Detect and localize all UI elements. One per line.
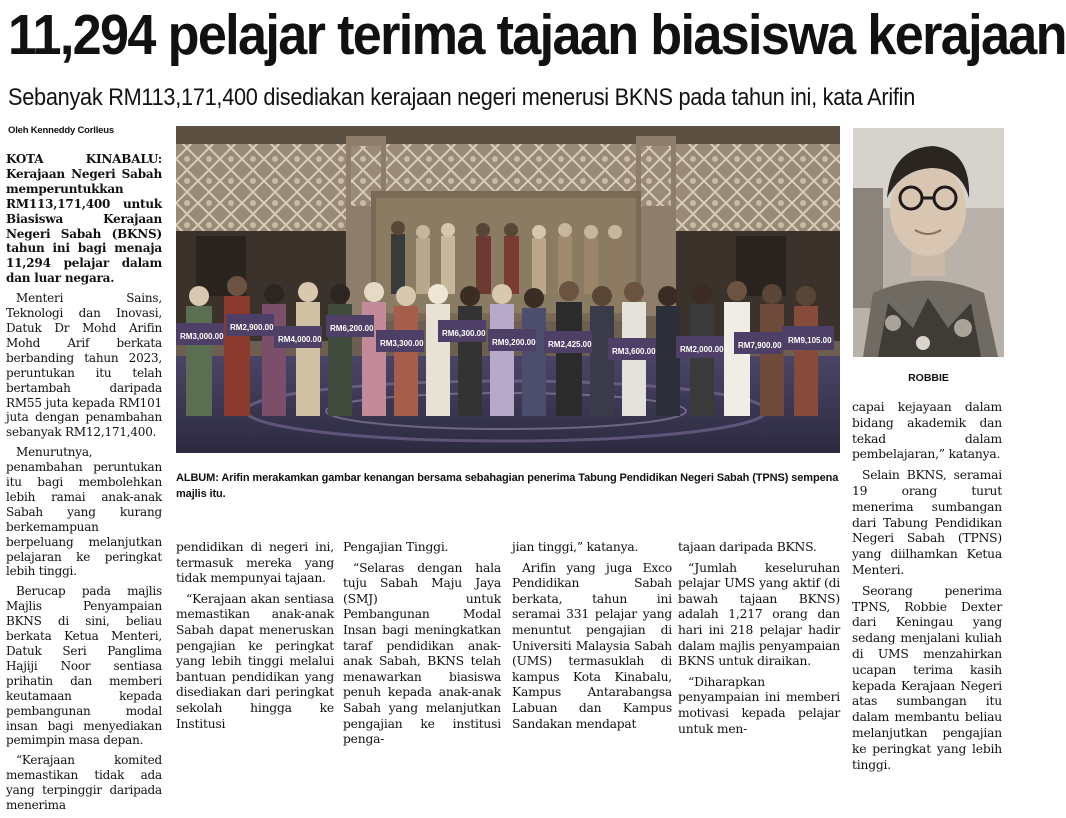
body-column-6 <box>852 400 1002 778</box>
paragraph: Seorang penerima TPNS, Robbie Dexter dari Keningau yang sedang menjalani kuliah di UMS menzahirkan ucapan terima kasih kepada Kerajaan Negeri atas sumbangan itu dalam membantu beliau melanjutkan pengajian ke peringkat yang lebih tinggi. <box>852 583 1002 772</box>
paragraph: Arifin yang juga Exco Pendidikan Sabah berkata, tahun ini seramai 331 pelajar yang menuntut pengajian di Universiti Malaysia Sabah (UMS) termasuklah di kampus Kota Kinabalu, Kampus Antarabangsa Labuan dan Kampus Sandakan mendapat <box>512 560 672 731</box>
board-amount: RM3,300.00 <box>380 339 424 348</box>
body-column-2 <box>176 540 334 737</box>
board-amount: RM2,000.00 <box>680 345 724 354</box>
board-amount: RM2,900.00 <box>230 323 274 332</box>
paragraph: capai kejayaan dalam bidang akademik dan tekad dalam pembelajaran,” katanya. <box>852 400 1002 462</box>
paragraph: “Jumlah keseluruhan pelajar UMS yang aktif (di bawah tajaan BKNS) adalah 1,217 orang dan hari ini 218 pelajar hadir dalam majlis penyampaian BKNS untuk diraikan. <box>678 560 840 669</box>
paragraph: “Selaras dengan hala tuju Sabah Maju Jaya (SMJ) untuk Pembangunan Modal Insan bagi meningkatkan taraf pendidikan anak-anak Sabah, BKNS telah menawarkan biasiswa penuh kepada anak-anak Sabah yang melanjutkan pengajian ke institusi penga- <box>343 560 501 747</box>
board-amount: RM3,600.00 <box>612 347 656 356</box>
board-amount: RM6,300.00 <box>442 329 486 338</box>
paragraph: Pengajian Tinggi. <box>343 540 449 554</box>
board-amount: RM2,425.00 <box>548 340 592 349</box>
paragraph: Selain BKNS, seramai 19 orang turut menerima sumbangan dari Tabung Pendidikan Negeri Sabah (TPNS) yang diilhamkan Ketua Menteri. <box>852 468 1002 577</box>
paragraph: jian tinggi,” katanya. <box>512 540 639 554</box>
event-photo <box>176 126 840 453</box>
paragraph: “Kerajaan komited memastikan tidak ada yang terpinggir daripada menerima <box>6 753 162 813</box>
board-amount: RM9,200.00 <box>492 338 536 347</box>
paragraph: Menteri Sains, Teknologi dan Inovasi, Datuk Dr Mohd Arifin Mohd Arif berkata berbanding tahun 2023, peruntukan itu telah bertambah daripada RM55 juta kepada RM101 juta dengan penambahan sebanyak RM12,171,400. <box>6 291 162 440</box>
body-column-5 <box>678 540 840 742</box>
paragraph: Menurutnya, penambahan peruntukan itu bagi membolehkan lebih ramai anak-anak Sabah yang kurang berkemampuan berpeluang melanjutkan pelajaran ke peringkat lebih tinggi. <box>6 445 162 579</box>
deck: Sebanyak RM113,171,400 disediakan kerajaan negeri menerusi BKNS pada tahun ini, kata Arifin <box>8 84 916 111</box>
paragraph: tajaan daripada BKNS. <box>678 540 817 554</box>
body-column-4 <box>512 540 672 737</box>
board-amount: RM6,200.00 <box>330 324 374 333</box>
photo-caption: ALBUM: Arifin merakamkan gambar kenangan bersama sebahagian penerima Tabung Pendidikan Negeri Sabah (TPNS) sempena majlis itu. <box>176 472 839 500</box>
board-amount: RM4,000.00 <box>278 335 322 344</box>
headline: 11,294 pelajar terima tajaan biasiswa kerajaan <box>8 3 1066 67</box>
body-column-1 <box>6 152 162 818</box>
paragraph: pendidikan di negeri ini, termasuk mereka yang tidak mempunyai tajaan. <box>176 540 334 586</box>
paragraph: Berucap pada majlis Majlis Penyampaian BKNS di sini, beliau berkata Ketua Menteri, Datuk Seri Panglima Hajiji Noor sentiasa prihatin dan memberi keutamaan kepada pembangunan modal insan bagi menyediakan pemimpin masa depan. <box>6 584 162 748</box>
portrait-label: ROBBIE <box>908 372 949 384</box>
board-amount: RM9,105.00 <box>788 336 832 345</box>
portrait-photo <box>853 128 1004 357</box>
body-column-3 <box>343 540 501 753</box>
paragraph: “Diharapkan penyampaian ini memberi motivasi kepada pelajar untuk men- <box>678 674 840 736</box>
board-amount: RM3,000.00 <box>180 332 224 341</box>
lead-paragraph: KOTA KINABALU: Kerajaan Negeri Sabah memperuntukkan RM113,171,400 untuk Biasiswa Kerajaan Negeri Sabah (BKNS) tahun ini bagi menaja 11,294 pelajar dalam dan luar negara. <box>6 152 162 286</box>
board-amount: RM7,900.00 <box>738 341 782 350</box>
byline: Oleh Kenneddy Corlleus <box>8 125 114 136</box>
paragraph: “Kerajaan akan sentiasa memastikan anak-anak Sabah dapat meneruskan pengajian ke peringkat yang lebih tinggi melalui bantuan pendidikan yang disediakan dari peringkat sekolah hingga ke Institusi <box>176 591 334 731</box>
